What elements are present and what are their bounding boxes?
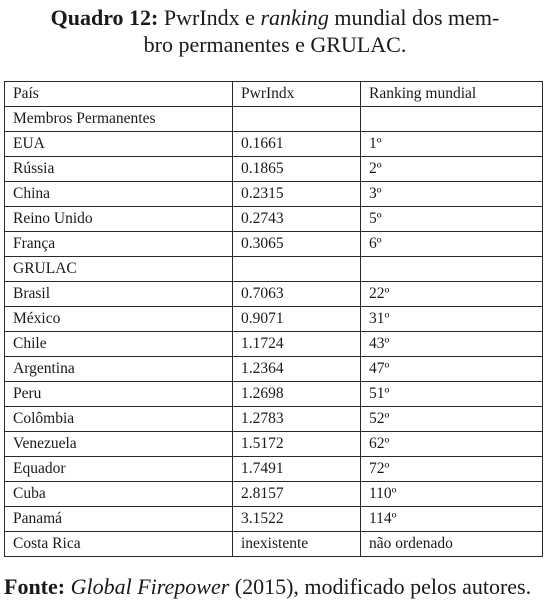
cell-pwrindx: 2.8157 — [233, 482, 361, 507]
cell-ranking: 43º — [361, 332, 543, 357]
table-header-row — [5, 82, 543, 107]
table-row — [5, 382, 543, 407]
column-header-pais: País — [5, 82, 233, 107]
table-caption — [0, 4, 550, 58]
table-row — [5, 432, 543, 457]
cell-pwrindx: 0.1661 — [233, 132, 361, 157]
cell-pwrindx: 0.2743 — [233, 207, 361, 232]
cell-ranking: 2º — [361, 157, 543, 182]
cell-pwrindx: 1.2364 — [233, 357, 361, 382]
cell-pais: Cuba — [5, 482, 233, 507]
cell-ranking: 31º — [361, 307, 543, 332]
table-row — [5, 332, 543, 357]
cell-pwrindx: 1.2783 — [233, 407, 361, 432]
cell-pwrindx: 3.1522 — [233, 507, 361, 532]
cell-pais: Equador — [5, 457, 233, 482]
cell-pwrindx: 0.2315 — [233, 182, 361, 207]
cell-pais: China — [5, 182, 233, 207]
cell-pais: Venezuela — [5, 432, 233, 457]
cell-pwrindx: 1.7491 — [233, 457, 361, 482]
cell-pwrindx: inexistente — [233, 532, 361, 557]
table-row — [5, 307, 543, 332]
cell-ranking — [361, 257, 543, 282]
cell-pais: Panamá — [5, 507, 233, 532]
cell-pwrindx: 0.7063 — [233, 282, 361, 307]
caption-text-before: PwrIndx e — [163, 5, 255, 30]
table-row — [5, 407, 543, 432]
column-header-ranking: Ranking mundial — [361, 82, 543, 107]
cell-pais: Rússia — [5, 157, 233, 182]
cell-ranking: não ordenado — [361, 532, 543, 557]
cell-ranking: 5º — [361, 207, 543, 232]
caption-text-italic: ranking — [260, 5, 329, 30]
cell-pwrindx — [233, 257, 361, 282]
cell-pwrindx: 0.3065 — [233, 232, 361, 257]
cell-ranking: 110º — [361, 482, 543, 507]
table-row — [5, 482, 543, 507]
caption-text-line2: bro permanentes e GRULAC. — [143, 32, 407, 57]
table-row — [5, 157, 543, 182]
cell-pais: Reino Unido — [5, 207, 233, 232]
cell-ranking: 6º — [361, 232, 543, 257]
cell-pais: Argentina — [5, 357, 233, 382]
cell-ranking: 114º — [361, 507, 543, 532]
cell-ranking: 22º — [361, 282, 543, 307]
table-row — [5, 282, 543, 307]
cell-pais: Costa Rica — [5, 532, 233, 557]
table-row — [5, 107, 543, 132]
cell-ranking: 3º — [361, 182, 543, 207]
cell-pwrindx: 1.2698 — [233, 382, 361, 407]
cell-ranking: 62º — [361, 432, 543, 457]
table-row — [5, 132, 543, 157]
cell-ranking: 52º — [361, 407, 543, 432]
table-row — [5, 257, 543, 282]
cell-pwrindx: 1.5172 — [233, 432, 361, 457]
table-row — [5, 182, 543, 207]
cell-pais: Chile — [5, 332, 233, 357]
source-note — [4, 573, 531, 601]
table-row — [5, 457, 543, 482]
table-row — [5, 507, 543, 532]
cell-ranking: 1º — [361, 132, 543, 157]
cell-ranking: 51º — [361, 382, 543, 407]
cell-ranking: 47º — [361, 357, 543, 382]
source-label: Fonte: — [4, 574, 66, 599]
cell-pais: Membros Permanentes — [5, 107, 233, 132]
source-title: Global Firepower — [70, 574, 230, 599]
cell-pais: EUA — [5, 132, 233, 157]
cell-pais: GRULAC — [5, 257, 233, 282]
cell-pais: Peru — [5, 382, 233, 407]
cell-ranking — [361, 107, 543, 132]
table-row — [5, 207, 543, 232]
cell-pwrindx — [233, 107, 361, 132]
table-row — [5, 532, 543, 557]
cell-pwrindx: 0.1865 — [233, 157, 361, 182]
table-body — [5, 82, 543, 557]
caption-label: Quadro 12: — [50, 5, 159, 30]
cell-pwrindx: 0.9071 — [233, 307, 361, 332]
cell-pais: Brasil — [5, 282, 233, 307]
table-row — [5, 357, 543, 382]
pwrindx-table — [4, 81, 543, 557]
cell-pais: México — [5, 307, 233, 332]
column-header-pwrindx: PwrIndx — [233, 82, 361, 107]
cell-pwrindx: 1.1724 — [233, 332, 361, 357]
cell-pais: França — [5, 232, 233, 257]
cell-ranking: 72º — [361, 457, 543, 482]
caption-text-line1-end: mundial dos mem- — [334, 5, 500, 30]
table-row — [5, 232, 543, 257]
cell-pais: Colômbia — [5, 407, 233, 432]
source-rest: (2015), modificado pelos autores. — [234, 574, 532, 599]
